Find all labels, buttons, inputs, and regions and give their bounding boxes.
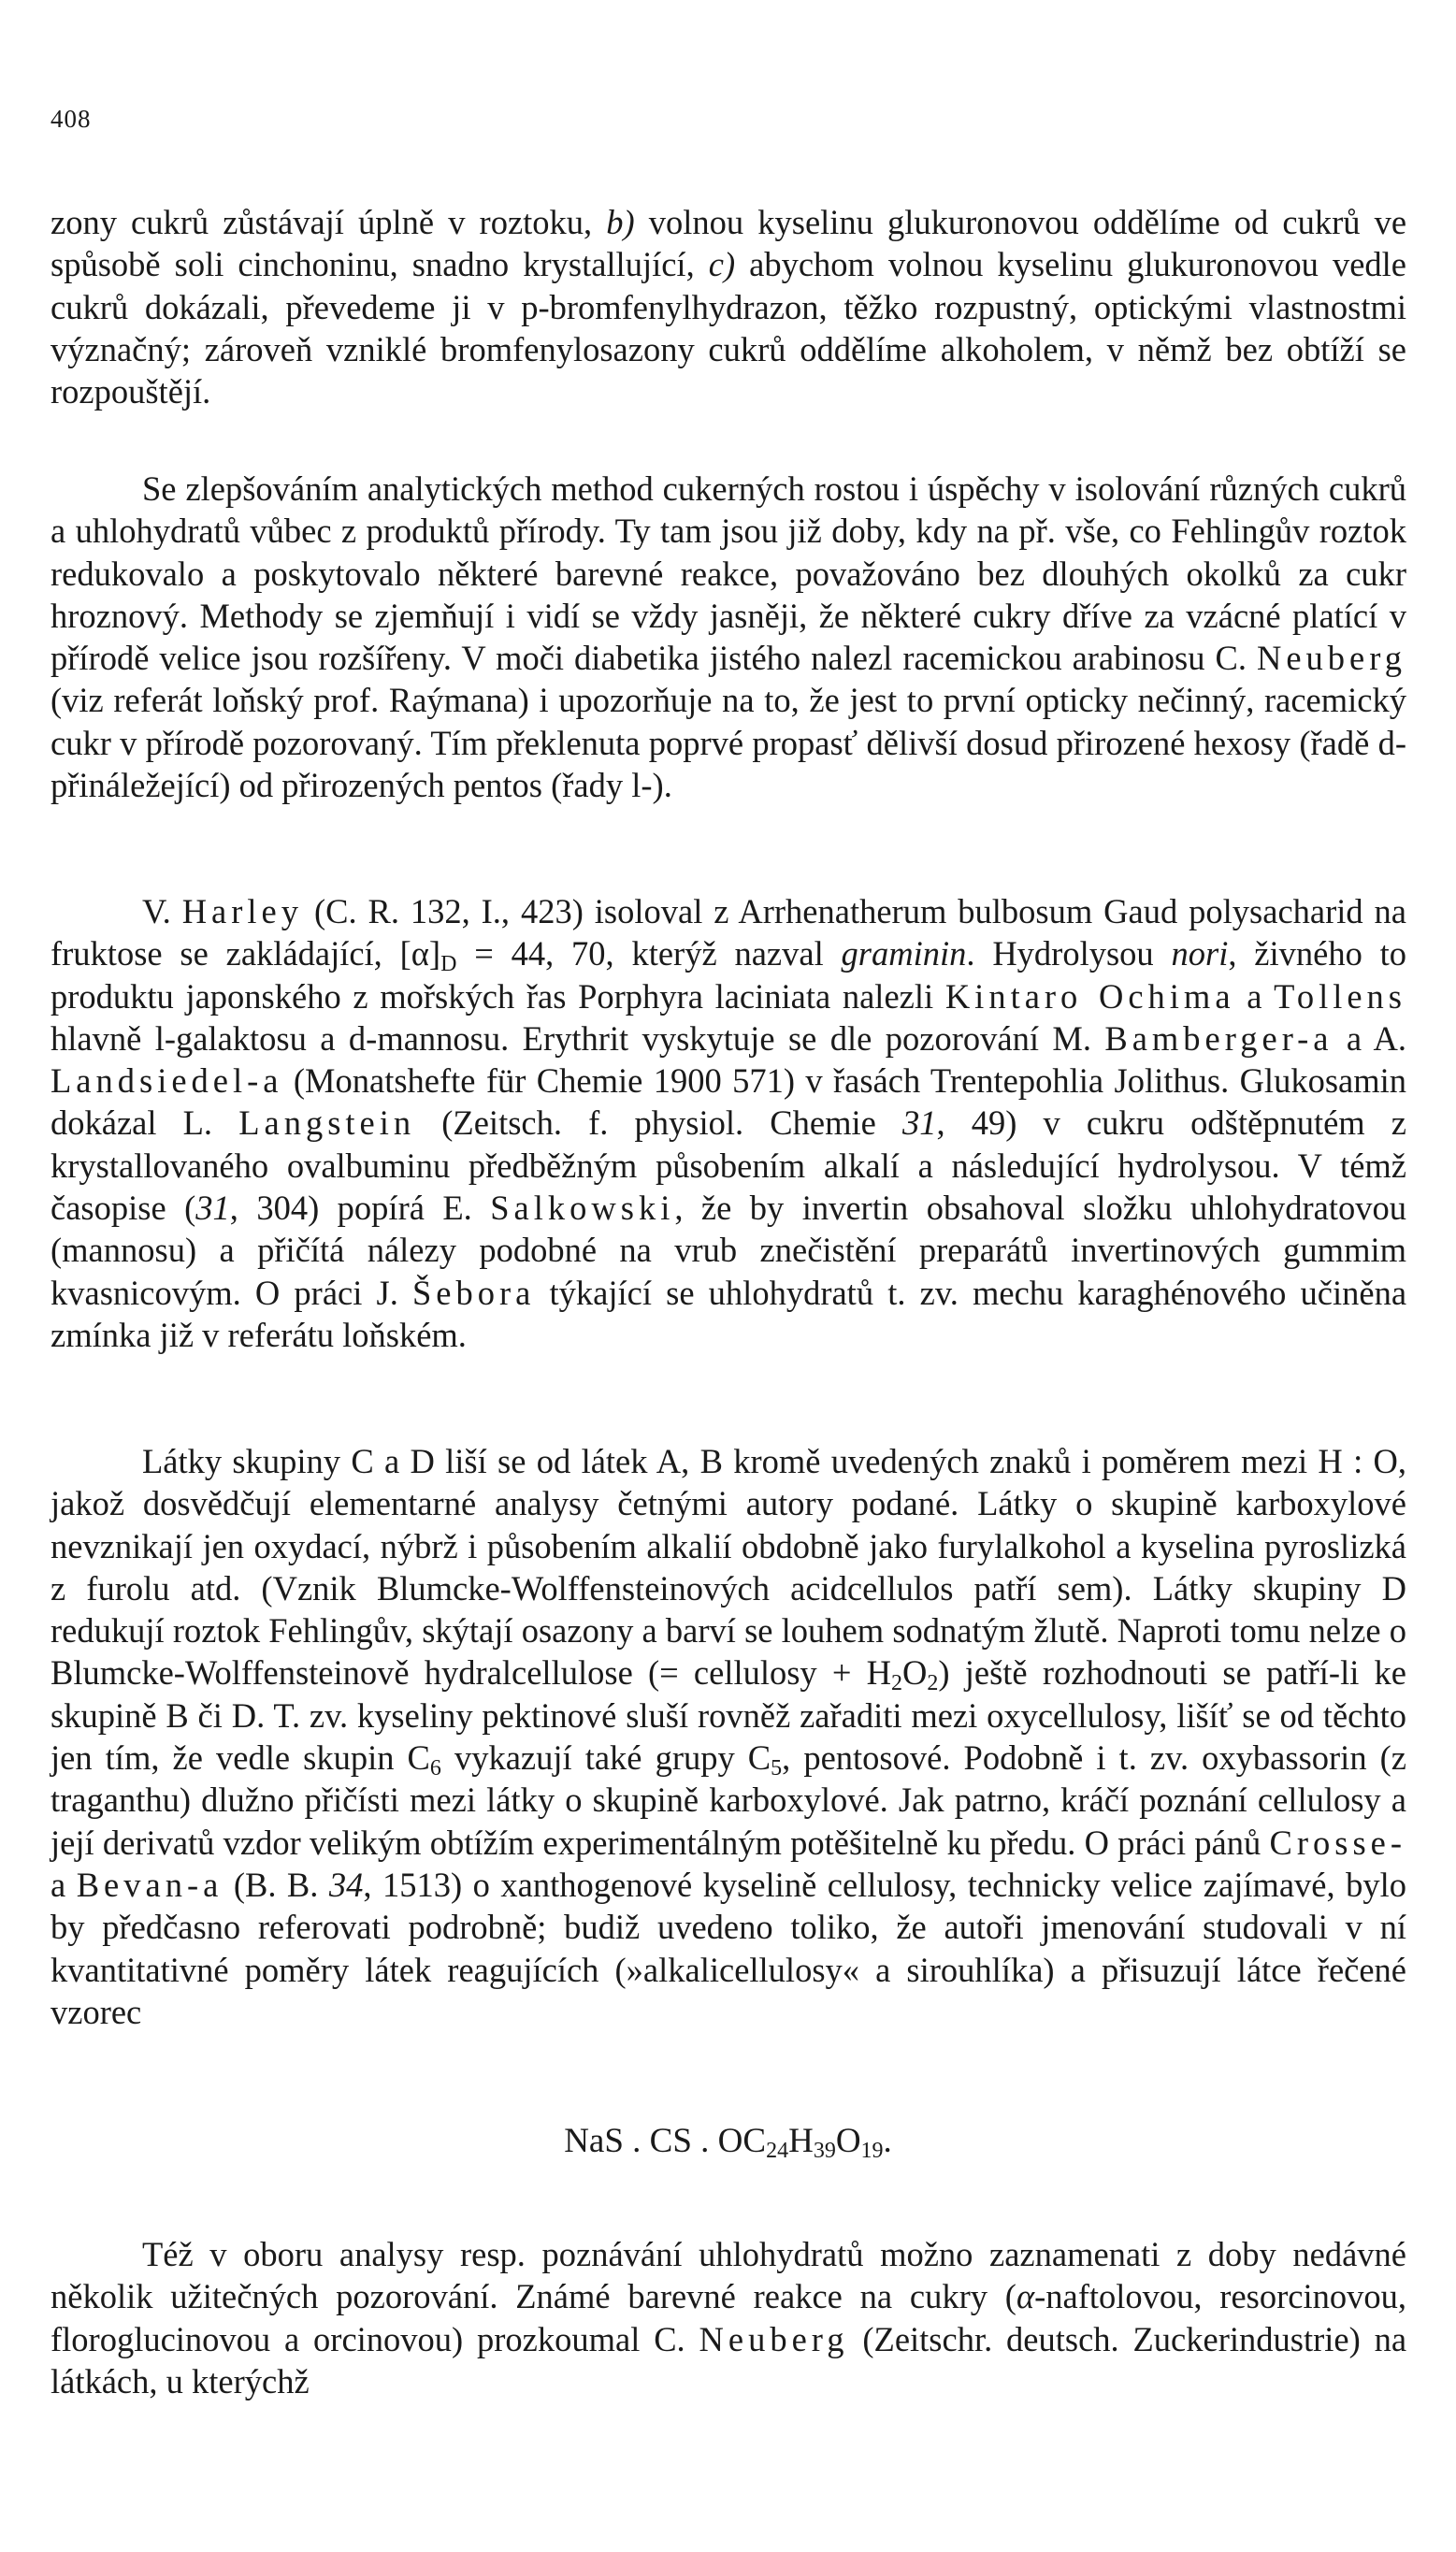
- p4-sub-2b: 2: [927, 1671, 939, 1696]
- author-salkowski: Salkowski: [490, 1189, 675, 1228]
- volume-31-b: 31: [195, 1189, 230, 1228]
- p3-text-f: a: [1247, 976, 1262, 1016]
- p2-text-b: (viz referát loňský prof. Raýmana) i upozorňuje na to, že jest to první opticky nečinný, racemický cukr v přírodě pozorovaný. Tím překlenuta poprvé propasť dělivší dosud přirozené hexosy (řadě d- přináležející) od přirozených pentos (řady l-).: [50, 681, 1406, 805]
- p4-text-c: vykazují také grupy C: [454, 1738, 771, 1778]
- p4-text-e: a: [50, 1865, 66, 1904]
- author-sebora: Šebora: [412, 1273, 536, 1312]
- paragraph-4: [50, 1440, 1406, 2033]
- p1-mark-b: b): [606, 203, 635, 241]
- author-bamberger: Bamberger-a: [1104, 1018, 1333, 1058]
- chemical-formula: [0, 2118, 1456, 2165]
- p4-text-b: ) ještě rozhodnouti se patří-li ke skupině B či D. T. zv. kyseliny pektinové sluší rovněž zařaditi mezi oxycellulosy, lišíť se od těchto jen tím, že vedle skupin C: [50, 1653, 1406, 1778]
- p3-text-n: týkající se uhlohydratů t. zv. mechu karaghénového učiněna zmínka již v referátu loňském.: [50, 1273, 1407, 1354]
- formula-sub-39: 39: [813, 2139, 836, 2163]
- formula-sub-19: 19: [860, 2139, 884, 2163]
- p3-text-j: (Zeitsch. f. physiol. Chemie: [441, 1103, 876, 1143]
- p3-text-l: , 304) popírá E.: [229, 1189, 472, 1228]
- p4-sub-2a: 2: [891, 1671, 903, 1696]
- p5-text-a: Též v oboru analysy resp. poznávání uhlohydratů možno zaznamenati z doby nedávné několik užitečných pozorování. Známé barevné reakce na cukry (: [50, 2235, 1406, 2316]
- p3-text-c: = 44, 70, kterýž nazval: [474, 934, 824, 973]
- author-crosse: Crosse-: [1269, 1823, 1406, 1862]
- author-tollens: Tollens: [1274, 976, 1407, 1016]
- author-langstein: Langstein: [238, 1103, 416, 1143]
- volume-31-a: 31: [901, 1103, 937, 1143]
- p1-text-a: zony cukrů zůstávají úplně v roztoku,: [50, 203, 593, 241]
- paragraph-5: [50, 2233, 1406, 2402]
- p3-text-a: V.: [142, 892, 171, 930]
- p5-text-b: -naftolovou, resorcinovou, floroglucinovou a orcinovou) prozkoumal C.: [50, 2277, 1406, 2358]
- p4-sub-5: 5: [771, 1756, 783, 1781]
- page-number: 408: [50, 105, 92, 133]
- formula-main: NaS . CS . OC: [564, 2122, 767, 2160]
- p5-text-c: (Zeitschr. deutsch. Zuckerindustrie) na látkách, u kterýchž: [50, 2319, 1407, 2401]
- p4-text-f: (B. B.: [233, 1865, 319, 1904]
- author-landsiedel: Landsiedel-a: [50, 1061, 283, 1101]
- p4-text-d: , pentosové. Podobně i t. zv. oxybassorin (z traganthu) dlužno přičísti mezi látky o skupině karboxylové. Jak patrno, kráčí poznání cellulosy a její derivatů vzdor velikým obtížím experimentálným potěšitelně ku předu. O práci pánů: [50, 1738, 1406, 1862]
- p4-sub-6: 6: [429, 1756, 441, 1781]
- formula-o: O: [835, 2122, 861, 2160]
- formula-h: H: [788, 2122, 814, 2160]
- paragraph-2: [50, 468, 1406, 806]
- author-neuberg-2: Neuberg: [699, 2319, 849, 2358]
- p1-mark-c: c): [708, 245, 736, 284]
- p3-text-i: (Monatshefte für Chemie 1900 571) v řasách Trentepohlia Jolithus. Glukosamin dokázal L.: [50, 1061, 1407, 1143]
- p2-text-a: Se zlepšováním analytických method cukerných rostou i úspěchy v isolování různých cukrů a uhlohydratů vůbec z produktů přírody. Ty tam jsou již doby, kdy na př. vše, co Fehlingův roztok redukovalo a poskytovalo některé barevné reakce, považováno bez dlouhých okolků za cukr hroznový. Methody se zjemňují i vidí se vždy jasněji, že některé cukry dříve za vzácné platící v přírodě velice jsou rozšířeny. V moči diabetika jistého nalezl racemickou arabinosu C.: [50, 469, 1406, 678]
- author-bevan: Bevan-a: [76, 1865, 223, 1904]
- p1-text-b: volnou kyselinu glukuronovou oddělíme od cukrů ve spůsobě soli cinchoninu, snadno krystallující,: [50, 203, 1407, 284]
- p1-text-c: abychom volnou kyselinu glukuronovou vedle cukrů dokázali, převedeme ji v p-bromfenylhydrazon, těžko rozpustný, optickými vlastnostmi význačný; zároveň vzniklé bromfenylosazony cukrů oddělíme alkoholem, v němž bez obtíží se rozpouštějí.: [50, 245, 1407, 411]
- formula-end: .: [883, 2122, 892, 2160]
- formula-sub-24: 24: [766, 2139, 789, 2163]
- p4-text-a: Látky skupiny C a D liší se od látek A, B kromě uvedených znaků i poměrem mezi H : O, jakož dosvědčují elementarné analysy četnými autory podané. Látky o skupině karboxylové nevznikají jen oxydací, nýbrž i působením alkalií obdobně jako furylalkohol a kyselina pyroslizká z furolu atd. (Vznik Blumcke-Wolffensteinových acidcellulos patří sem). Látky skupiny D redukují roztok Fehlingův, skýtají osazony a barví se louhem sodnatým žlutě. Naproti tomu nelze o Blumcke-Wolffensteinově hydralcellulose (= cellulosy + H: [50, 1442, 1406, 1693]
- p4-text-a2: O: [902, 1653, 928, 1693]
- author-harley: Harley: [181, 892, 304, 930]
- p3-text-h: a A.: [1346, 1018, 1407, 1058]
- p3-text-g: hlavně l-galaktosu a d-mannosu. Erythrit vyskytuje se dle pozorování M.: [50, 1018, 1091, 1058]
- p3-text-e: , živného to produktu japonského z mořských řas Porphyra laciniata nalezli: [50, 934, 1407, 1016]
- p3-text-d: . Hydrolysou: [966, 934, 1154, 973]
- author-neuberg: Neuberg: [1256, 639, 1406, 678]
- p5-alpha: α: [1016, 2277, 1035, 2316]
- author-kintaro: Kintaro Ochima: [944, 976, 1235, 1016]
- term-nori: nori: [1171, 934, 1229, 973]
- p3-text-k: , 49) v cukru odštěpnutém z krystallovaného ovalbuminu předběžným působením alkalí a následující hydrolysou. V témž časopise (: [50, 1103, 1407, 1228]
- p3-text-m: , že by invertin obsahoval složku uhlohydratovou (mannosu) a přičítá nálezy podobné na vrub znečistění preparátů invertinových gummim kvasnicovým. O práci J.: [50, 1189, 1407, 1312]
- p3-sub-d: D: [440, 952, 457, 977]
- p3-text-b: (C. R. 132, I., 423) isoloval z Arrhenatherum bulbosum Gaud polysacharid na fruktose se zakládající, [α]: [50, 892, 1407, 973]
- paragraph-1: [50, 201, 1406, 412]
- p4-text-g: , 1513) o xanthogenové kyselině cellulosy, technicky velice zajímavé, bylo by předčasno referovati podrobně; budiž uvedeno toliko, že autoři jmenování studovali v ní kvantitativné poměry látek reagujících (»alkalicellulosy« a sirouhlíka) a přisuzují látce řečené vzorec: [50, 1865, 1407, 2031]
- term-graminin: graminin: [841, 934, 967, 973]
- paragraph-3: [50, 890, 1406, 1356]
- volume-34: 34: [328, 1865, 364, 1904]
